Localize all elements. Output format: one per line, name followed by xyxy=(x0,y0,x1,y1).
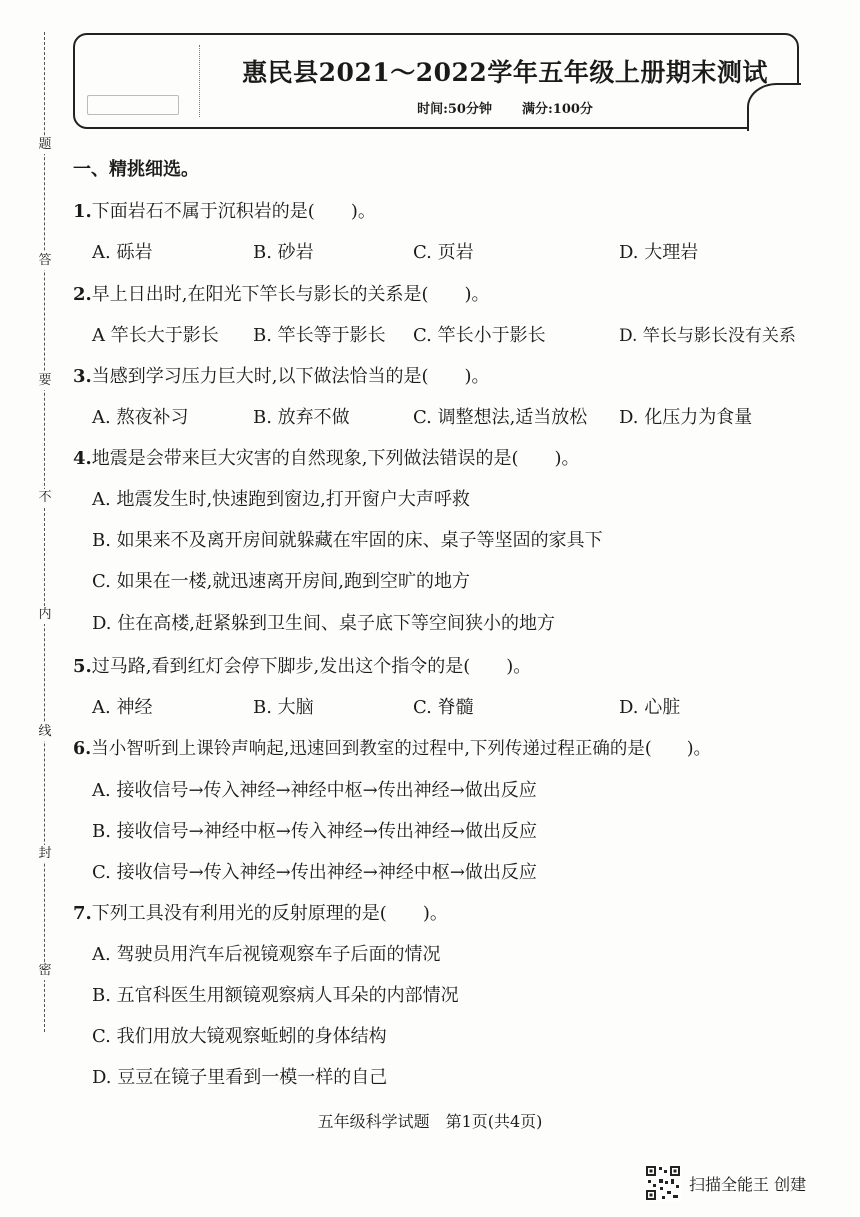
question-number: 2. xyxy=(73,284,92,305)
question-number: 7. xyxy=(73,903,92,924)
question-3 xyxy=(73,362,490,388)
question-number: 4. xyxy=(73,448,92,469)
binding-margin-char: 密 xyxy=(38,963,52,978)
option-d: D. 豆豆在镜子里看到一模一样的自己 xyxy=(92,1067,388,1088)
scanner-watermark xyxy=(645,1165,806,1201)
question-text: 早上日出时,在阳光下竿长与影长的关系是( )。 xyxy=(91,284,490,305)
option-b: B. 五官科医生用额镜观察病人耳朵的内部情况 xyxy=(92,985,459,1006)
page-curl-decoration xyxy=(747,83,801,131)
option-a: A 竿长大于影长 xyxy=(92,325,219,346)
question-6 xyxy=(73,735,711,760)
exam-title: 惠民县2021～2022学年五年级上册期末测试 xyxy=(242,58,768,87)
binding-margin-char: 线 xyxy=(38,724,52,739)
question-text: 当感到学习压力巨大时,以下做法恰当的是( )。 xyxy=(91,366,490,387)
option-b: B. 接收信号→神经中枢→传入神经→传出神经→做出反应 xyxy=(92,821,537,842)
option-a: A. 驾驶员用汽车后视镜观察车子后面的情况 xyxy=(92,944,441,965)
exam-time: 时间:50分钟 xyxy=(417,102,492,117)
option-d: D. 住在高楼,赶紧躲到卫生间、桌子底下等空间狭小的地方 xyxy=(92,613,555,634)
section-heading: 一、精挑细选。 xyxy=(73,159,199,180)
binding-dashed-line xyxy=(44,32,45,1032)
question-1 xyxy=(73,197,376,223)
option-a: A. 接收信号→传入神经→神经中枢→传出神经→做出反应 xyxy=(92,780,537,801)
qr-code-icon xyxy=(645,1165,681,1201)
option-a: A. 熬夜补习 xyxy=(92,407,189,428)
question-2 xyxy=(73,280,490,306)
question-text: 下面岩石不属于沉积岩的是( )。 xyxy=(91,201,376,222)
question-7 xyxy=(73,899,448,925)
option-d: D. 竿长与影长没有关系 xyxy=(619,326,796,346)
option-a: A. 神经 xyxy=(92,697,153,718)
option-c: C. 如果在一楼,就迅速离开房间,跑到空旷的地方 xyxy=(92,571,471,592)
option-c: C. 我们用放大镜观察蚯蚓的身体结构 xyxy=(92,1026,387,1047)
option-c: C. 页岩 xyxy=(413,242,474,263)
option-d: D. 心脏 xyxy=(619,697,681,718)
option-b: B. 如果来不及离开房间就躲藏在牢固的床、桌子等坚固的家具下 xyxy=(92,530,603,551)
header-banner xyxy=(73,33,799,129)
question-number: 1. xyxy=(73,201,92,222)
question-text: 当小智听到上课铃声响起,迅速回到教室的过程中,下列传递过程正确的是( )。 xyxy=(91,739,712,759)
question-number: 6. xyxy=(73,739,92,759)
option-c: C. 脊髓 xyxy=(413,697,474,718)
option-b: B. 砂岩 xyxy=(253,242,314,263)
binding-margin-char: 不 xyxy=(38,490,52,505)
option-b: B. 大脑 xyxy=(253,697,314,718)
option-b: B. 竿长等于影长 xyxy=(253,325,386,346)
watermark-text: 扫描全能王 创建 xyxy=(689,1174,807,1194)
binding-margin-char: 要 xyxy=(38,373,52,388)
question-text: 下列工具没有利用光的反射原理的是( )。 xyxy=(91,903,448,924)
binding-margin-char: 内 xyxy=(38,607,52,622)
option-d: D. 大理岩 xyxy=(619,242,699,263)
question-5 xyxy=(73,652,531,678)
question-text: 过马路,看到红灯会停下脚步,发出这个指令的是( )。 xyxy=(91,656,532,677)
page-footer: 五年级科学试题 第1页(共4页) xyxy=(317,1112,543,1131)
banner-divider xyxy=(199,45,200,117)
binding-margin-char: 封 xyxy=(38,846,52,861)
option-c: C. 接收信号→传入神经→传出神经→神经中枢→做出反应 xyxy=(92,862,537,883)
binding-margin-char: 答 xyxy=(38,253,52,268)
binding-margin-char: 题 xyxy=(38,137,52,152)
name-box xyxy=(87,95,179,115)
option-c: C. 竿长小于影长 xyxy=(413,325,546,346)
option-d: D. 化压力为食量 xyxy=(619,407,753,428)
question-text: 地震是会带来巨大灾害的自然现象,下列做法错误的是( )。 xyxy=(91,448,580,469)
option-a: A. 地震发生时,快速跑到窗边,打开窗户大声呼救 xyxy=(92,489,470,510)
option-b: B. 放弃不做 xyxy=(253,407,350,428)
question-number: 5. xyxy=(73,656,92,677)
option-c: C. 调整想法,适当放松 xyxy=(413,407,588,428)
exam-info xyxy=(235,98,775,117)
exam-score: 满分:100分 xyxy=(521,102,593,117)
option-a: A. 砾岩 xyxy=(92,242,153,263)
question-number: 3. xyxy=(73,366,92,387)
question-4 xyxy=(73,444,580,470)
